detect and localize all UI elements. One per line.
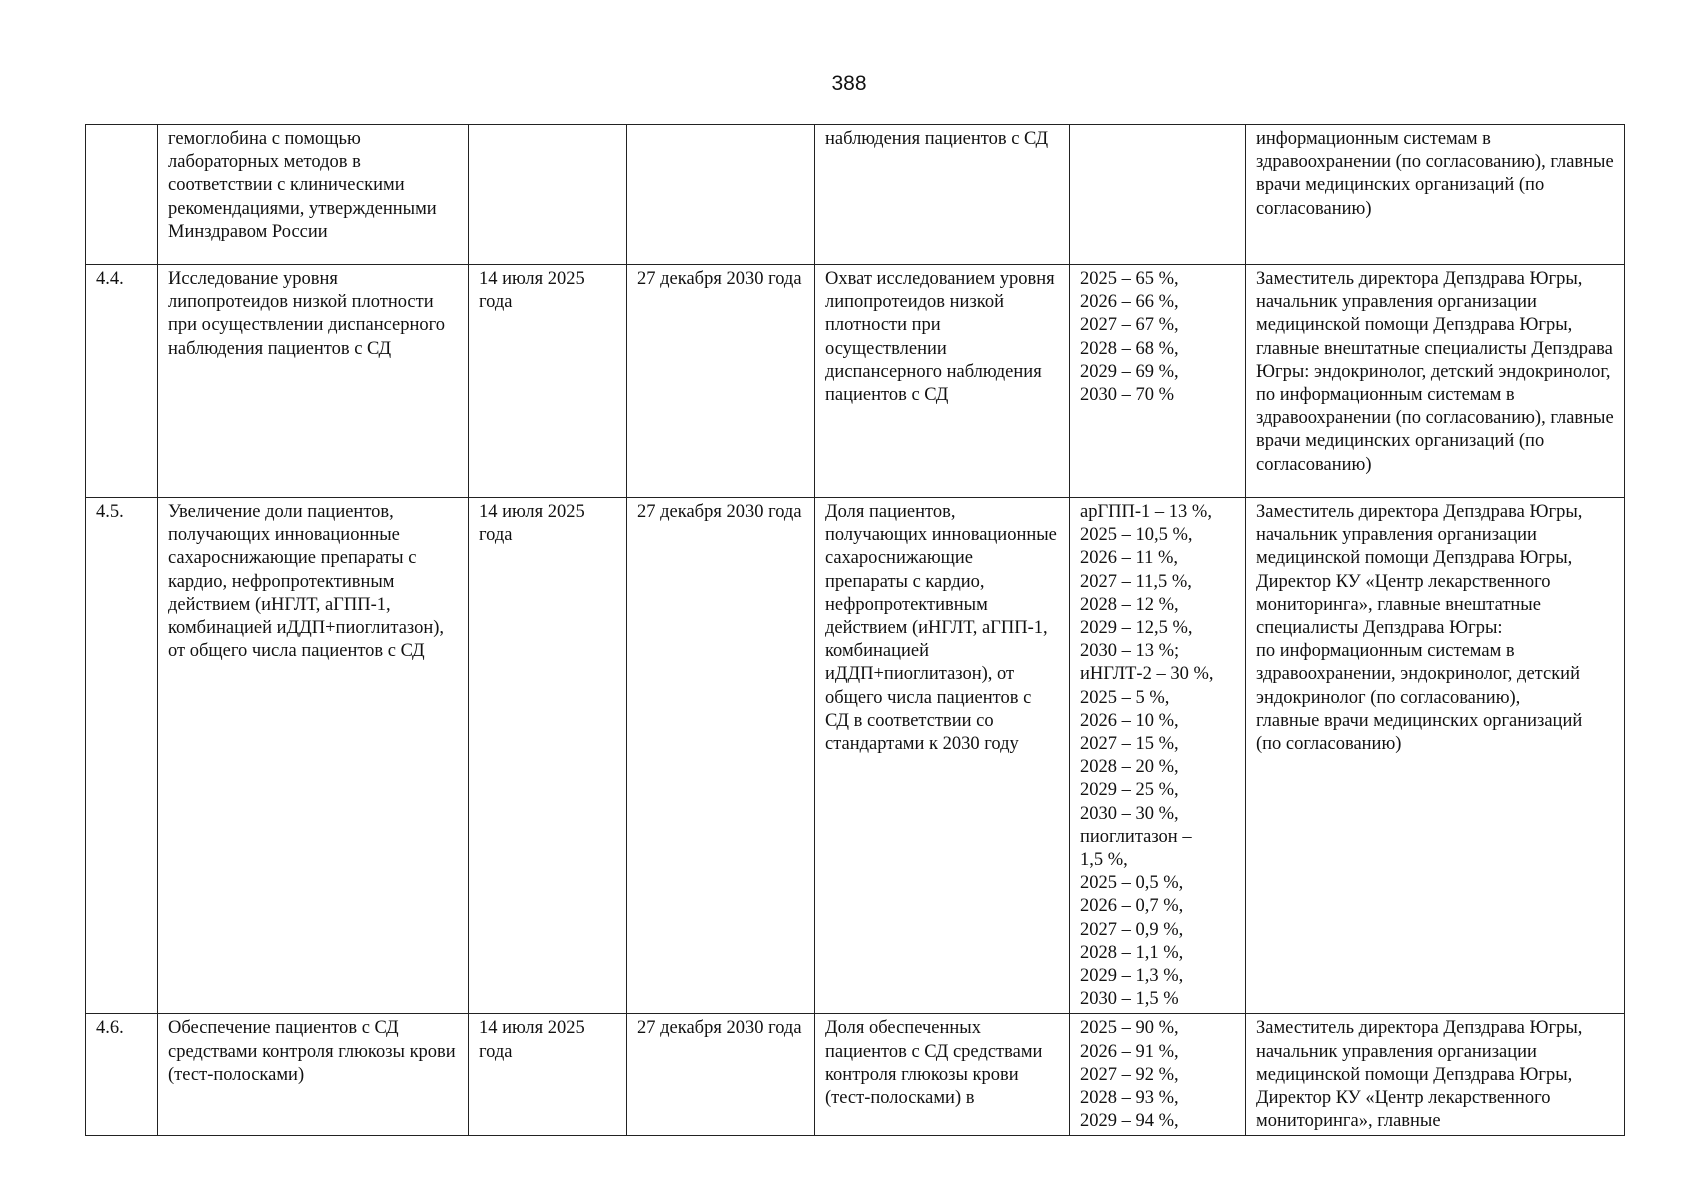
start-date-cell: 14 июля 2025 года	[469, 498, 627, 1014]
table-row	[86, 265, 1625, 498]
event-cell: Исследование уровня липопротеидов низкой плотности при осуществлении диспансерного наблюдения пациентов с СД	[158, 265, 469, 498]
indicator-cell: Доля пациентов, получающих инновационные сахароснижающие препараты с кардио, нефропротективным действием (иНГЛТ, аГПП-1, комбинацией иДДП+пиоглитазон), от общего числа пациентов с СД в соответствии со стандартами к 2030 году	[815, 498, 1070, 1014]
responsible-cell: Заместитель директора Депздрава Югры, начальник управления организации медицинской помощи Депздрава Югры, главные внештатные специалисты Депздрава Югры: эндокринолог, детский эндокринолог, по информационным системам в здравоохранении (по согласованию), главные врачи медицинских организаций (по согласованию)	[1246, 265, 1625, 498]
table-row	[86, 125, 1625, 265]
indicator-cell: наблюдения пациентов с СД	[815, 125, 1070, 265]
event-cell: Увеличение доли пациентов, получающих инновационные сахароснижающие препараты с кардио, нефропротективным действием (иНГЛТ, аГПП-1, комбинацией иДДП+пиоглитазон), от общего числа пациентов с СД	[158, 498, 469, 1014]
event-cell: Обеспечение пациентов с СД средствами контроля глюкозы крови (тест-полосками)	[158, 1014, 469, 1136]
responsible-cell: информационным системам в здравоохранении (по согласованию), главные врачи медицинских организаций (по согласованию)	[1246, 125, 1625, 265]
start-date-cell: 14 июля 2025 года	[469, 265, 627, 498]
end-date-cell: 27 декабря 2030 года	[627, 265, 815, 498]
item-number-cell: 4.5.	[86, 498, 158, 1014]
measures-table	[85, 124, 1625, 1136]
start-date-cell: 14 июля 2025 года	[469, 1014, 627, 1136]
start-date-cell	[469, 125, 627, 265]
target-values-cell: 2025 – 65 %, 2026 – 66 %, 2027 – 67 %, 2028 – 68 %, 2029 – 69 %, 2030 – 70 %	[1070, 265, 1246, 498]
end-date-cell: 27 декабря 2030 года	[627, 1014, 815, 1136]
item-number-cell: 4.4.	[86, 265, 158, 498]
table-row	[86, 1014, 1625, 1136]
table-row	[86, 498, 1625, 1014]
item-number-cell: 4.6.	[86, 1014, 158, 1136]
end-date-cell	[627, 125, 815, 265]
target-values-cell	[1070, 125, 1246, 265]
responsible-cell: Заместитель директора Депздрава Югры, начальник управления организации медицинской помощи Депздрава Югры, Директор КУ «Центр лекарственного мониторинга», главные	[1246, 1014, 1625, 1136]
target-values-cell: 2025 – 90 %, 2026 – 91 %, 2027 – 92 %, 2028 – 93 %, 2029 – 94 %,	[1070, 1014, 1246, 1136]
target-values-cell: арГПП-1 – 13 %, 2025 – 10,5 %, 2026 – 11 %, 2027 – 11,5 %, 2028 – 12 %, 2029 – 12,5 %, 2030 – 13 %; иНГЛТ-2 – 30 %, 2025 – 5 %, 2026 – 10 %, 2027 – 15 %, 2028 – 20 %, 2029 – 25 %, 2030 – 30 %, пиоглитазон – 1,5 %, 2025 – 0,5 %, 2026 – 0,7 %, 2027 – 0,9 %, 2028 – 1,1 %, 2029 – 1,3 %, 2030 – 1,5 %	[1070, 498, 1246, 1014]
page-number: 388	[831, 72, 867, 95]
responsible-cell: Заместитель директора Депздрава Югры, начальник управления организации медицинской помощи Депздрава Югры, Директор КУ «Центр лекарственного мониторинга», главные внештатные специалисты Депздрава Югры: по информационным системам в здравоохранении, эндокринолог, детский эндокринолог (по согласованию), главные врачи медицинских организаций (по согласованию)	[1246, 498, 1625, 1014]
end-date-cell: 27 декабря 2030 года	[627, 498, 815, 1014]
item-number-cell	[86, 125, 158, 265]
indicator-cell: Охват исследованием уровня липопротеидов низкой плотности при осуществлении диспансерного наблюдения пациентов с СД	[815, 265, 1070, 498]
indicator-cell: Доля обеспеченных пациентов с СД средствами контроля глюкозы крови (тест-полосками) в	[815, 1014, 1070, 1136]
event-cell: гемоглобина с помощью лабораторных методов в соответствии с клиническими рекомендациями, утвержденными Минздравом России	[158, 125, 469, 265]
